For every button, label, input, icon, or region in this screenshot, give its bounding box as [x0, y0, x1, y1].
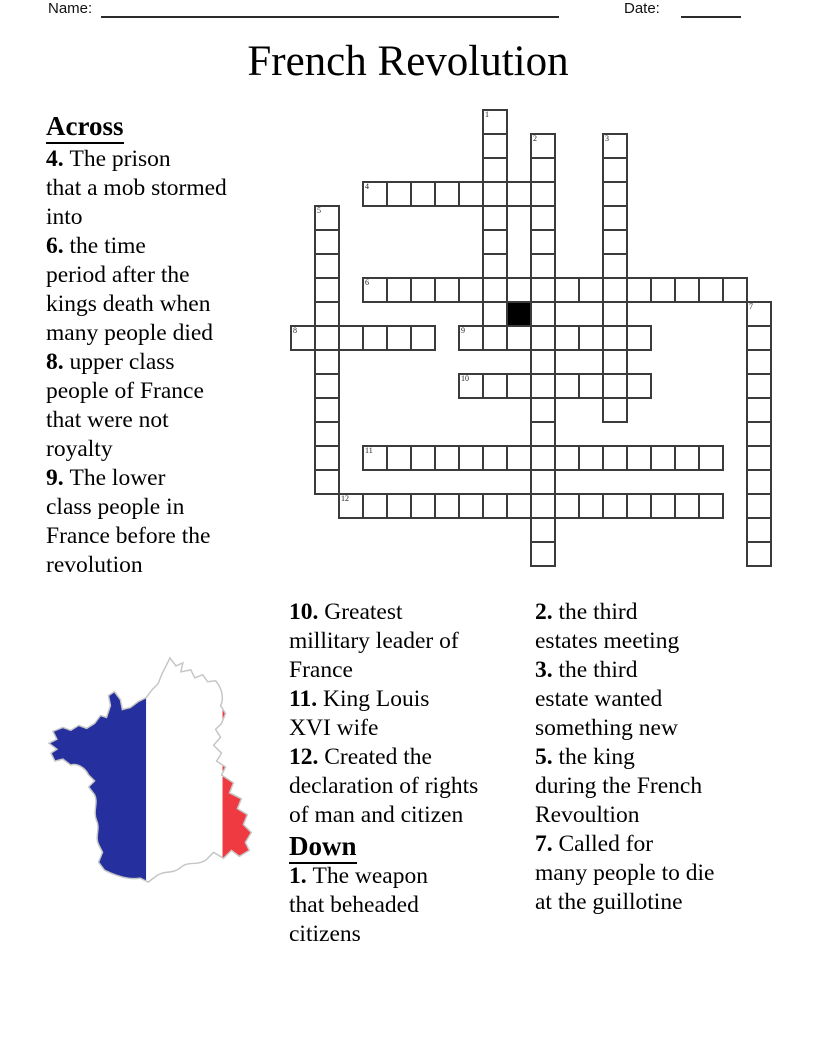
grid-cell-number: 4 — [365, 182, 369, 191]
grid-cell — [458, 493, 484, 519]
grid-cell — [506, 277, 532, 303]
grid-cell — [482, 445, 508, 471]
clue-line: something new — [535, 715, 678, 741]
grid-cell — [626, 445, 652, 471]
grid-cell — [458, 373, 484, 399]
grid-cell — [458, 277, 484, 303]
clue-2 — [535, 598, 714, 656]
clue-line: XVI wife — [289, 715, 379, 741]
grid-cell — [458, 445, 484, 471]
grid-cell — [578, 277, 604, 303]
grid-cell — [386, 493, 412, 519]
grid-cell — [314, 397, 340, 423]
grid-cell — [746, 469, 772, 495]
down-clue-list — [289, 862, 478, 949]
clue-number: 4. — [46, 146, 70, 172]
clue-line: into — [46, 204, 83, 230]
clue-number: 9. — [46, 465, 70, 491]
grid-cell — [530, 445, 556, 471]
clue-3 — [535, 656, 714, 743]
clue-line: many people to die — [535, 860, 715, 886]
grid-cell — [386, 445, 412, 471]
grid-cell — [746, 325, 772, 351]
grid-cell — [314, 421, 340, 447]
clue-7 — [535, 830, 714, 917]
flag-blue-stripe — [47, 654, 146, 892]
grid-cell — [530, 229, 556, 255]
clue-line: 8. upper class — [46, 349, 175, 375]
clue-line: that beheaded — [289, 892, 419, 918]
grid-cell — [386, 181, 412, 207]
grid-cell — [482, 229, 508, 255]
grid-cell — [602, 157, 628, 183]
name-label: Name: — [48, 0, 93, 17]
clue-line: 6. the time — [46, 233, 146, 259]
grid-cell — [530, 205, 556, 231]
grid-cell — [674, 445, 700, 471]
clue-line: many people died — [46, 320, 214, 346]
grid-cell — [722, 277, 748, 303]
grid-cell — [482, 301, 508, 327]
grid-cell — [314, 349, 340, 375]
grid-cell — [362, 325, 388, 351]
grid-cell — [338, 493, 364, 519]
grid-cell — [434, 493, 460, 519]
grid-cell — [554, 325, 580, 351]
clue-6 — [46, 232, 227, 348]
grid-cell — [746, 445, 772, 471]
grid-cell — [530, 541, 556, 567]
grid-cell — [602, 229, 628, 255]
grid-cell — [602, 373, 628, 399]
grid-cell — [290, 325, 316, 351]
grid-cell — [314, 229, 340, 255]
clue-number: 10. — [289, 599, 325, 625]
grid-cell — [602, 445, 628, 471]
clue-number: 7. — [535, 831, 559, 857]
grid-cell — [530, 325, 556, 351]
grid-cell — [314, 253, 340, 279]
clue-line: that were not — [46, 407, 169, 433]
grid-cell — [626, 277, 652, 303]
clue-line: 3. the third — [535, 657, 638, 683]
france-flag-map — [47, 654, 285, 892]
grid-cell — [434, 277, 460, 303]
grid-cell — [314, 325, 340, 351]
grid-cell — [554, 493, 580, 519]
grid-cell — [314, 205, 340, 231]
grid-cell — [554, 373, 580, 399]
clue-line: millitary leader of — [289, 628, 459, 654]
grid-cell — [602, 349, 628, 375]
grid-cell — [650, 445, 676, 471]
clue-line: France before the — [46, 523, 211, 549]
clue-line: 10. Greatest — [289, 599, 403, 625]
grid-cell — [578, 493, 604, 519]
clue-line: at the guillotine — [535, 889, 683, 915]
grid-cell — [482, 373, 508, 399]
grid-cell — [602, 493, 628, 519]
date-blank-line — [681, 1, 741, 18]
grid-cell — [482, 133, 508, 159]
clue-line: 9. The lower — [46, 465, 166, 491]
grid-cell — [506, 493, 532, 519]
grid-cell-number: 7 — [749, 302, 753, 311]
date-label: Date: — [624, 0, 660, 17]
grid-cell — [602, 397, 628, 423]
clue-line: class people in — [46, 494, 185, 520]
clue-line: 7. Called for — [535, 831, 654, 857]
grid-cell-number: 2 — [533, 134, 537, 143]
clue-line: kings death when — [46, 291, 211, 317]
grid-cell — [362, 445, 388, 471]
grid-cell — [530, 277, 556, 303]
grid-cell — [410, 493, 436, 519]
clue-10 — [289, 598, 478, 685]
clue-number: 1. — [289, 863, 313, 889]
grid-cell — [674, 277, 700, 303]
grid-cell — [530, 397, 556, 423]
clue-4 — [46, 145, 227, 232]
grid-cell — [602, 301, 628, 327]
grid-cell — [530, 133, 556, 159]
grid-cell — [746, 373, 772, 399]
grid-cell — [410, 277, 436, 303]
clue-line: 12. Created the — [289, 744, 432, 770]
clue-line: that a mob stormed — [46, 175, 227, 201]
grid-cell — [482, 181, 508, 207]
grid-cell — [746, 517, 772, 543]
grid-cell — [458, 181, 484, 207]
grid-cell — [530, 157, 556, 183]
down-heading: Down — [289, 830, 478, 862]
grid-cell — [386, 277, 412, 303]
grid-cell — [650, 493, 676, 519]
grid-cell — [506, 445, 532, 471]
grid-cell — [410, 325, 436, 351]
grid-cell — [746, 301, 772, 327]
name-blank-line — [101, 1, 559, 18]
grid-cell — [482, 157, 508, 183]
clue-number: 11. — [289, 686, 323, 712]
grid-cell — [530, 517, 556, 543]
grid-cell — [434, 181, 460, 207]
clue-line: people of France — [46, 378, 204, 404]
clue-number: 2. — [535, 599, 559, 625]
clue-line: 2. the third — [535, 599, 638, 625]
grid-cell — [410, 445, 436, 471]
grid-cell-number: 1 — [485, 110, 489, 119]
clue-line: France — [289, 657, 353, 683]
grid-cell-number: 11 — [365, 446, 373, 455]
grid-cell — [482, 493, 508, 519]
grid-cell — [482, 205, 508, 231]
grid-cell — [386, 325, 412, 351]
page-title: French Revolution — [247, 38, 569, 85]
grid-cell — [554, 277, 580, 303]
grid-cell — [530, 421, 556, 447]
clue-line: Revoultion — [535, 802, 640, 828]
clue-number: 8. — [46, 349, 70, 375]
clue-5 — [535, 743, 714, 830]
clue-line: during the French — [535, 773, 703, 799]
grid-cell — [698, 277, 724, 303]
grid-cell — [314, 373, 340, 399]
grid-cell — [530, 349, 556, 375]
grid-cell-number: 10 — [461, 374, 469, 383]
grid-cell — [626, 493, 652, 519]
clue-line: 1. The weapon — [289, 863, 428, 889]
across-clue-list — [46, 145, 227, 580]
clue-8 — [46, 348, 227, 464]
grid-cell — [602, 205, 628, 231]
grid-cell — [746, 541, 772, 567]
grid-cell-number: 6 — [365, 278, 369, 287]
grid-cell — [338, 325, 364, 351]
clue-number: 5. — [535, 744, 559, 770]
middle-clues-column — [289, 598, 478, 949]
grid-cell — [506, 181, 532, 207]
grid-cell — [602, 181, 628, 207]
across-clue-list-2 — [289, 598, 478, 830]
clue-line: 4. The prison — [46, 146, 171, 172]
grid-cell — [746, 421, 772, 447]
grid-cell-number: 8 — [293, 326, 297, 335]
grid-cell — [530, 301, 556, 327]
grid-cell — [530, 181, 556, 207]
flag-red-stripe — [223, 654, 285, 892]
clue-line: estates meeting — [535, 628, 680, 654]
grid-cell — [314, 445, 340, 471]
clue-number: 12. — [289, 744, 325, 770]
grid-cell — [650, 277, 676, 303]
grid-cell — [530, 253, 556, 279]
clue-line: revolution — [46, 552, 143, 578]
grid-cell — [602, 277, 628, 303]
grid-cell — [554, 445, 580, 471]
grid-cell — [602, 253, 628, 279]
clue-line: citizens — [289, 921, 361, 947]
clue-line: period after the — [46, 262, 190, 288]
clue-line: royalty — [46, 436, 113, 462]
grid-cell-number: 12 — [341, 494, 349, 503]
grid-cell — [482, 109, 508, 135]
right-clues-column — [535, 598, 714, 917]
clue-line: estate wanted — [535, 686, 663, 712]
grid-cell — [746, 493, 772, 519]
grid-cell — [434, 445, 460, 471]
grid-cell — [626, 325, 652, 351]
grid-cell — [698, 445, 724, 471]
grid-cell — [362, 181, 388, 207]
clue-line: 11. King Louis — [289, 686, 430, 712]
grid-cell — [458, 325, 484, 351]
clue-11 — [289, 685, 478, 743]
grid-cell — [626, 373, 652, 399]
grid-cell — [506, 373, 532, 399]
grid-cell — [314, 469, 340, 495]
grid-cell — [530, 373, 556, 399]
flag-white-stripe — [146, 654, 222, 892]
grid-cell — [578, 325, 604, 351]
grid-cell — [746, 397, 772, 423]
clue-number: 3. — [535, 657, 559, 683]
grid-cell — [410, 181, 436, 207]
clue-12 — [289, 743, 478, 830]
grid-cell-number: 9 — [461, 326, 465, 335]
clue-line: declaration of rights — [289, 773, 479, 799]
grid-cell — [482, 253, 508, 279]
grid-cell — [578, 373, 604, 399]
grid-cell — [314, 301, 340, 327]
across-clues-column — [46, 110, 227, 580]
grid-cell — [482, 277, 508, 303]
grid-black-cell — [506, 301, 532, 327]
clue-1 — [289, 862, 478, 949]
grid-cell — [698, 493, 724, 519]
grid-cell — [482, 325, 508, 351]
across-heading: Across — [46, 110, 227, 142]
clue-line: of man and citizen — [289, 802, 464, 828]
grid-cell — [746, 349, 772, 375]
grid-cell — [362, 277, 388, 303]
clue-9 — [46, 464, 227, 580]
grid-cell-number: 5 — [317, 206, 321, 215]
grid-cell — [578, 445, 604, 471]
grid-cell — [674, 493, 700, 519]
grid-cell — [362, 493, 388, 519]
grid-cell — [530, 469, 556, 495]
clue-line: 5. the king — [535, 744, 635, 770]
grid-cell — [506, 325, 532, 351]
grid-cell — [314, 277, 340, 303]
grid-cell — [602, 325, 628, 351]
grid-cell — [602, 133, 628, 159]
grid-cell-number: 3 — [605, 134, 609, 143]
clue-number: 6. — [46, 233, 70, 259]
grid-cell — [530, 493, 556, 519]
down-clue-list-2 — [535, 598, 714, 917]
